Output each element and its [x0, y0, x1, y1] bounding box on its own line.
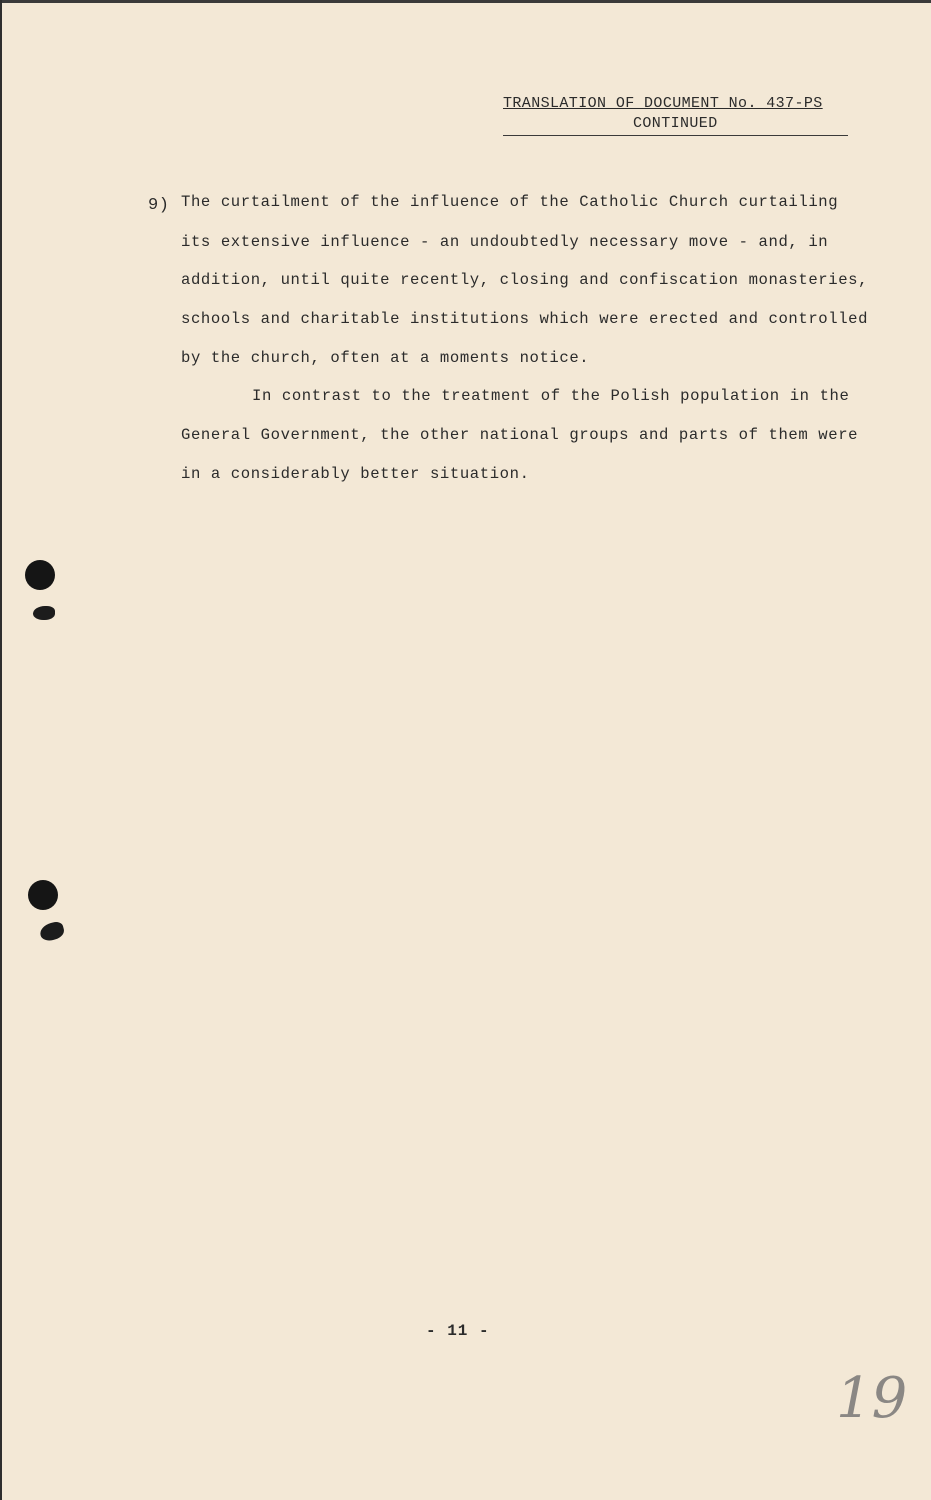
paragraph-9-line: its extensive influence - an undoubtedly necessary move - and, in [181, 233, 829, 251]
ink-blot-lower [38, 920, 66, 943]
paragraph-9-line: by the church, often at a moments notice. [181, 349, 590, 367]
header-rule [503, 135, 848, 136]
paragraph-9-line: addition, until quite recently, closing and confiscation monasteries, [181, 271, 869, 289]
ink-blot-upper [33, 606, 55, 620]
punch-hole-lower [28, 880, 58, 910]
contrast-paragraph-line: in a considerably better situation. [181, 465, 530, 483]
page-number: - 11 - [426, 1322, 490, 1340]
scan-edge-top [0, 0, 931, 3]
document-header [503, 94, 848, 136]
scan-edge-left [0, 0, 2, 1500]
paragraph-9-line: The curtailment of the influence of the Catholic Church curtailing [181, 193, 839, 211]
paragraph-number: 9) [148, 196, 170, 215]
header-title: TRANSLATION OF DOCUMENT No. 437-PS [503, 95, 823, 112]
handwritten-folio-number: 19 [836, 1366, 908, 1431]
contrast-paragraph-line: In contrast to the treatment of the Polish population in the [252, 387, 850, 405]
paragraph-9-line: schools and charitable institutions which were erected and controlled [181, 310, 869, 328]
header-subtitle: CONTINUED [633, 115, 718, 132]
contrast-paragraph-line: General Government, the other national groups and parts of them were [181, 426, 859, 444]
punch-hole-upper [25, 560, 55, 590]
